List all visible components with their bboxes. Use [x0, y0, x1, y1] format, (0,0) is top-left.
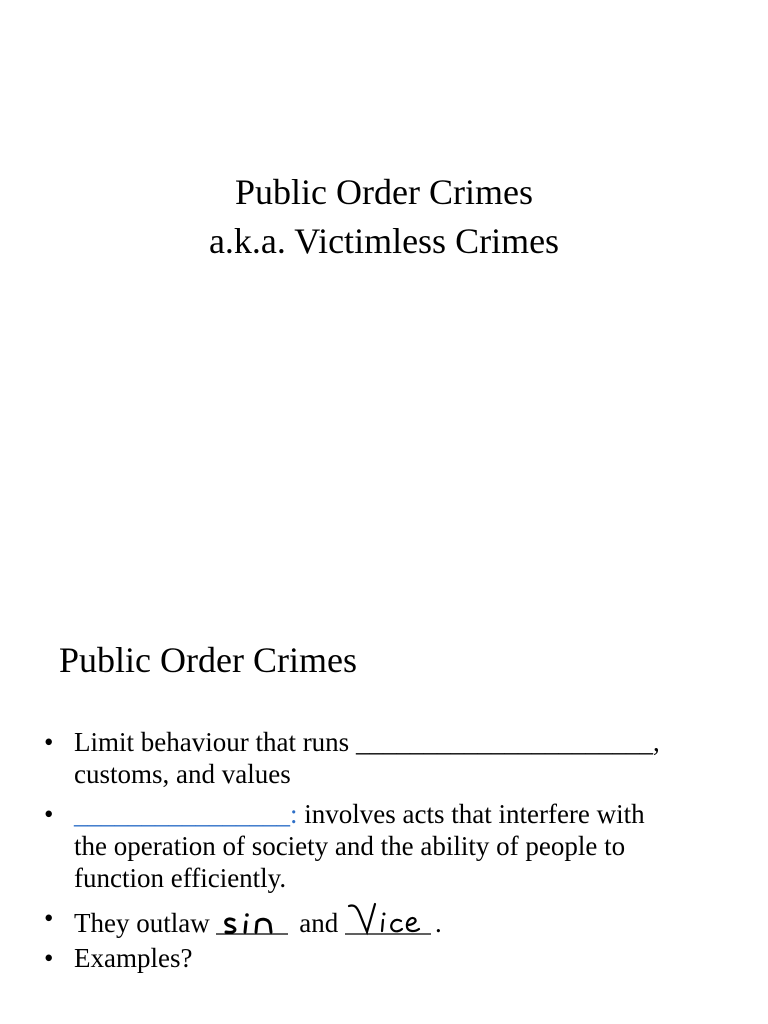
content-slide	[0, 512, 768, 1024]
bullet-item	[44, 902, 744, 938]
bullet-text: the operation of society and the ability of people to	[74, 831, 626, 861]
bullet-icon: •	[44, 799, 54, 829]
handwritten-vice	[345, 902, 435, 932]
bullet-text: Limit behaviour that runs ______________________,	[74, 727, 660, 757]
bullet-text: Examples?	[74, 943, 193, 973]
bullet-list	[44, 726, 744, 974]
handwritten-sin	[216, 902, 292, 932]
bullet-line	[74, 798, 744, 830]
bullet-text: function efficiently.	[74, 863, 287, 893]
title-line-2: a.k.a. Victimless Crimes	[208, 221, 560, 261]
blank-colon: :	[290, 799, 298, 829]
bullet-icon: •	[44, 727, 54, 757]
bullet-text: They outlaw	[74, 908, 217, 938]
bullet-item	[44, 726, 744, 790]
bullet-text: .	[434, 908, 442, 938]
fill-in-blank: ________________	[74, 799, 290, 829]
slide-title	[0, 168, 768, 266]
bullet-text: involves acts that interfere with	[297, 799, 645, 829]
bullet-item	[44, 942, 744, 974]
slide-heading: Public Order Crimes	[59, 640, 357, 680]
title-line-1: Public Order Crimes	[235, 172, 533, 212]
bullet-icon: •	[44, 903, 54, 933]
bullet-item	[44, 798, 744, 894]
bullet-text: and	[292, 908, 345, 938]
bullet-icon: •	[44, 943, 54, 973]
bullet-text: customs, and values	[74, 759, 291, 789]
